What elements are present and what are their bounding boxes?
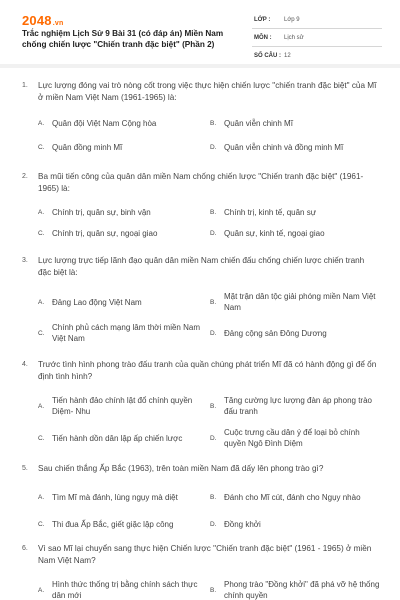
option-b[interactable]: B. Chính trị, kinh tế, quân sự bbox=[210, 208, 317, 217]
question-5 bbox=[0, 463, 400, 543]
meta-count-value: 12 bbox=[284, 53, 291, 59]
option-d[interactable]: D. Quân viễn chinh và đồng minh Mĩ bbox=[210, 142, 344, 152]
question-text: Trước tình hình phong trào đấu tranh của quần chúng phát triển Mĩ đã có hành động gì để ổn định tình hình? bbox=[38, 360, 377, 381]
question-2 bbox=[0, 171, 400, 255]
question-text: Lực lượng trực tiếp lãnh đạo quân dân miền Nam chiến đấu chống chiến lược chiến tranh đặc biệt là: bbox=[38, 256, 365, 277]
question-number: 2. bbox=[22, 173, 28, 180]
option-c[interactable]: C. Quân đồng minh Mĩ bbox=[38, 142, 123, 152]
option-a[interactable]: A. Hình thức thống trị bằng chính sách thực dân mới bbox=[38, 580, 198, 600]
answer-options bbox=[0, 574, 400, 600]
option-c[interactable]: C. Tiến hành dồn dân lập ấp chiến lược bbox=[38, 433, 183, 443]
meta-count-label: SỐ CÂU : bbox=[254, 53, 281, 59]
option-c[interactable]: C. Chính phủ cách mạng lâm thời miền Nam Việt Nam bbox=[38, 323, 200, 343]
question-text: Sau chiến thắng Ấp Bắc (1963), trên toàn miền Nam đã dấy lên phong trào gì? bbox=[38, 464, 324, 473]
question-text: Vì sao Mĩ lại chuyển sang thực hiện Chiến lược "Chiến tranh đặc biệt" (1961 - 1965) ở miền Nam Việt Nam? bbox=[38, 544, 372, 565]
option-c[interactable]: C. Thi đua Ấp Bắc, giết giặc lập công bbox=[38, 519, 174, 529]
option-a[interactable]: A. Đảng Lao động Việt Nam bbox=[38, 297, 142, 307]
question-number: 4. bbox=[22, 361, 28, 368]
meta-class bbox=[252, 13, 382, 29]
question-list bbox=[0, 80, 400, 600]
answer-options bbox=[0, 390, 400, 454]
option-b[interactable]: B. Phong trào "Đồng khởi" đã phá vỡ hệ thống chính quyền bbox=[210, 580, 380, 600]
answer-options bbox=[0, 482, 400, 536]
option-b[interactable]: B. Quân viễn chinh Mĩ bbox=[210, 118, 293, 128]
meta-subject-label: MÔN : bbox=[254, 35, 272, 41]
header-divider bbox=[0, 64, 400, 68]
option-a[interactable]: A. Tiến hành đảo chính lật đổ chính quyền Diệm- Nhu bbox=[38, 396, 193, 416]
option-b[interactable]: B. Mặt trận dân tộc giải phóng miền Nam Việt Nam bbox=[210, 292, 376, 312]
option-d[interactable]: D. Đồng khởi bbox=[210, 519, 261, 529]
meta-subject bbox=[252, 31, 382, 47]
question-6 bbox=[0, 543, 400, 600]
site-logo[interactable]: 2048.vn bbox=[22, 13, 64, 28]
answer-options bbox=[0, 202, 400, 244]
option-b[interactable]: B. Tăng cường lực lượng đàn áp phong trào đấu tranh bbox=[210, 396, 372, 416]
answer-options bbox=[0, 111, 400, 159]
page-title: Trắc nghiệm Lịch Sử 9 Bài 31 (có đáp án) Miền Nam chống chiến lược "Chiến tranh đặc biệt" (Phần 2) bbox=[22, 29, 224, 49]
question-number: 1. bbox=[22, 82, 28, 89]
option-a[interactable]: A. Quân đội Việt Nam Cộng hòa bbox=[38, 118, 157, 128]
meta-class-label: LỚP : bbox=[254, 17, 271, 23]
question-1 bbox=[0, 80, 400, 171]
meta-subject-value: Lịch sử bbox=[284, 35, 304, 41]
question-3 bbox=[0, 255, 400, 359]
option-d[interactable]: D. Cuộc trưng cầu dân ý để loại bỏ chính quyền Ngô Đình Diệm bbox=[210, 428, 360, 448]
question-text: Lực lượng đóng vai trò nòng cốt trong việc thực hiện chiến lược "chiến tranh đặc biệt" của Mĩ ở miền Nam Việt Nam (1961-1965) là: bbox=[38, 81, 377, 102]
option-d[interactable]: D. Đảng cộng sản Đông Dương bbox=[210, 328, 327, 338]
meta-class-value: Lớp 9 bbox=[284, 17, 300, 23]
meta-question-count bbox=[252, 49, 382, 65]
option-c[interactable]: C. Chính trị, quân sự, ngoại giao bbox=[38, 229, 158, 238]
question-4 bbox=[0, 359, 400, 463]
question-number: 3. bbox=[22, 257, 28, 264]
question-number: 5. bbox=[22, 465, 28, 472]
question-number: 6. bbox=[22, 545, 28, 552]
header bbox=[0, 0, 400, 64]
option-b[interactable]: B. Đánh cho Mĩ cút, đánh cho Ngụy nhào bbox=[210, 492, 361, 502]
answer-options bbox=[0, 286, 400, 348]
quiz-meta bbox=[252, 13, 382, 67]
option-a[interactable]: A. Tìm Mĩ mà đánh, lùng ngụy mà diệt bbox=[38, 492, 178, 502]
option-d[interactable]: D. Quân sự, kinh tế, ngoại giao bbox=[210, 229, 325, 238]
question-text: Ba mũi tiến công của quân dân miền Nam chống chiến lược "Chiến tranh đặc biệt" (1961-1965) là: bbox=[38, 172, 364, 193]
option-a[interactable]: A. Chính trị, quân sự, binh vận bbox=[38, 208, 151, 217]
